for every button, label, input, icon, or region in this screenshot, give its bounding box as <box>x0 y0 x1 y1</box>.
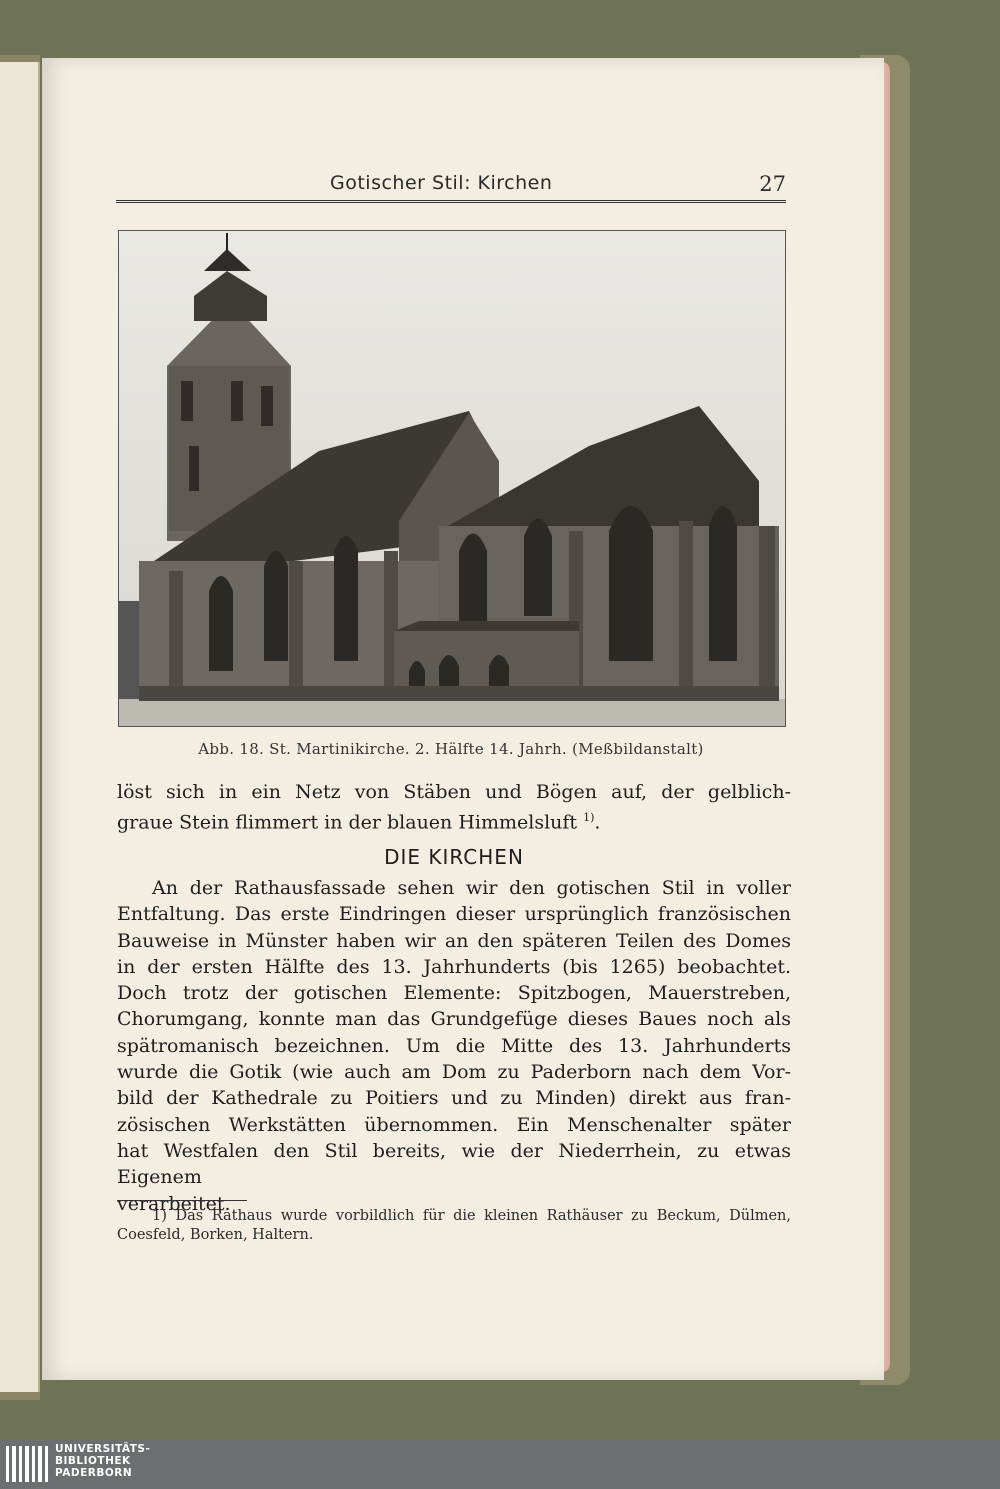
text-line: graue Stein flimmert in der blauen Himmelsluft <box>117 811 578 834</box>
library-logo-text: UNIVERSITÄTS- BIBLIOTHEK PADERBORN <box>55 1443 151 1479</box>
page-number: 27 <box>759 172 786 196</box>
library-logo-icon <box>6 1446 48 1482</box>
section-heading: DIE KIRCHEN <box>384 845 524 869</box>
church-illustration <box>119 231 785 726</box>
text-line: Entfaltung. Das erste Eindringen dieser ursprünglich französischen <box>117 903 791 926</box>
church-photograph <box>118 230 786 727</box>
text-line: wurde die Gotik (wie auch am Dom zu Paderborn nach dem Vor- <box>117 1061 791 1084</box>
running-head <box>116 172 786 203</box>
facing-page-edge <box>0 62 40 1392</box>
text-line: An der Rathausfassade sehen wir den gotischen Stil in voller <box>152 877 791 899</box>
paragraph-2 <box>117 875 791 1217</box>
footnote-line: Coesfeld, Borken, Haltern. <box>117 1227 314 1243</box>
running-head-title: Gotischer Stil: Kirchen <box>330 172 553 194</box>
text-line: Doch trotz der gotischen Elemente: Spitzbogen, Mauerstreben, <box>117 982 791 1005</box>
paragraph-1 <box>117 779 791 836</box>
text-line: in der ersten Hälfte des 13. Jahrhunderts (bis 1265) beobachtet. <box>117 955 791 978</box>
text-line: löst sich in ein Netz von Stäben und Bögen auf, der gelblich- <box>117 781 791 803</box>
text-line: hat Westfalen den Stil bereits, wie der Niederrhein, zu etwas Eigenem <box>117 1139 791 1189</box>
text-line: Chorumgang, konnte man das Grundgefüge dieses Baues noch als <box>117 1008 791 1031</box>
text-line: spätromanisch bezeichnen. Um die Mitte des 13. Jahrhunderts <box>117 1034 791 1057</box>
text-line: Bauweise in Münster haben wir an den späteren Teilen des Domes <box>117 929 791 952</box>
figure-caption: Abb. 18. St. Martinikirche. 2. Hälfte 14. Jahrh. (Meßbildanstalt) <box>198 740 704 758</box>
text-line-with-footnote: graue Stein flimmert in der blauen Himmelsluft $^{1)}$. <box>117 811 601 834</box>
text-line: zösischen Werkstätten übernommen. Ein Menschenalter später <box>117 1113 791 1136</box>
footnote <box>117 1207 791 1245</box>
footnote-reference: 1) <box>583 811 595 825</box>
text-line: bild der Kathedrale zu Poitiers und zu Minden) direkt aus fran- <box>117 1087 791 1110</box>
text-line: verarbeitet. <box>117 1192 231 1215</box>
footnote-line: 1) Das Rathaus wurde vorbildlich für die kleinen Rathäuser zu Beckum, Dülmen, <box>152 1208 791 1224</box>
footnote-rule <box>117 1200 247 1201</box>
